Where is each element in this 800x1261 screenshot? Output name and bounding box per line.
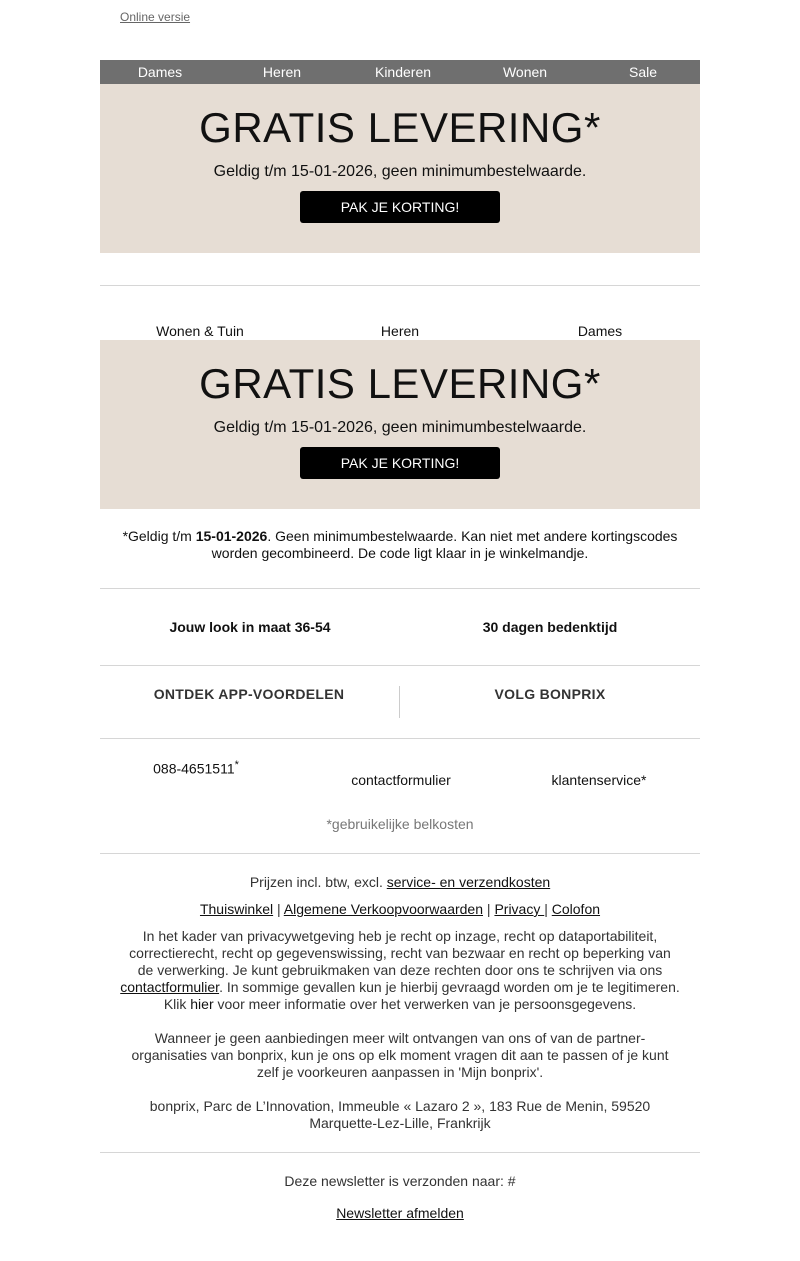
unsubscribe-row [120,1205,680,1222]
divider [100,665,700,666]
sent-to-note [120,1173,680,1190]
sent-to-address: # [507,1173,516,1189]
promo-cta-button[interactable]: PAK JE KORTING! [300,191,500,223]
usp-return-period: 30 dagen bedenktijd [482,619,618,635]
promo-banner-2[interactable] [100,340,700,509]
prices-note [120,874,680,891]
top-nav-kinderen[interactable]: Kinderen [374,64,432,80]
terms-link[interactable]: Algemene Verkoopvoorwaarden [283,901,484,917]
optout-text: Wanneer je geen aanbiedingen meer wilt ontvangen van ons of van de partner-organisaties van bonprix, kun je ons op elk moment vragen dit aan te passen of je kunt zelf je voorkeuren aanpassen in 'Mijn bonprix'. [131,1030,669,1080]
privacy-contact-form-link[interactable]: contactformulier [120,979,220,995]
top-nav [100,60,700,84]
privacy-text-2: . In sommige gevallen kun je hierbij gevraagd worden om je te legitimeren. Klik [163,979,680,1012]
unsubscribe-link[interactable]: Newsletter afmelden [336,1205,464,1221]
usp-sizes: Jouw look in maat 36-54 [169,619,331,635]
top-nav-dames[interactable]: Dames [137,64,183,80]
divider [100,285,700,286]
promo-subtitle-2: Geldig t/m 15-01-2026, geen minimumbestelwaarde. [213,419,587,436]
top-nav-sale[interactable]: Sale [628,64,658,80]
top-nav-wonen[interactable]: Wonen [502,64,548,80]
link-separator: | [486,901,491,917]
call-costs-note: *gebruikelijke belkosten [326,816,474,832]
privacy-text-3: voor meer informatie over het verwerken van je persoonsgegevens. [213,996,637,1012]
legal-links [120,901,680,918]
online-version-link[interactable]: Online versie [120,10,191,24]
app-benefits-link[interactable]: ONTDEK APP-VOORDELEN [153,686,345,702]
disclaimer-date: 15-01-2026 [195,528,268,544]
colofon-link[interactable]: Colofon [551,901,601,917]
divider [100,853,700,854]
thuiswinkel-link[interactable]: Thuiswinkel [199,901,274,917]
promo-cta-button-2[interactable]: PAK JE KORTING! [300,447,500,479]
vertical-divider [399,686,400,718]
privacy-link[interactable]: Privacy [494,901,545,917]
phone-number: 088-4651511 [153,760,235,777]
privacy-text [120,928,680,1013]
divider [100,738,700,739]
category-dames[interactable]: Dames [577,323,623,339]
shipping-costs-link[interactable]: service- en verzendkosten [386,874,551,890]
sent-to-text: Deze newsletter is verzonden naar: [284,1173,508,1189]
phone-cost-mark: * [234,759,239,771]
promo-subtitle: Geldig t/m 15-01-2026, geen minimumbestelwaarde. [213,163,587,180]
promo-disclaimer [100,528,700,562]
link-separator: | [544,901,548,917]
customer-service-link[interactable]: klantenservice* [551,772,647,788]
divider [100,588,700,589]
divider [100,1152,700,1153]
disclaimer-prefix: *Geldig t/m [122,528,196,544]
top-nav-heren[interactable]: Heren [262,64,302,80]
contact-form-link[interactable]: contactformulier [351,772,451,788]
disclaimer-text: . Geen minimumbestelwaarde. Kan niet met andere kortingscodes worden gecombineerd. De code ligt klaar in je winkelmandje. [211,528,678,561]
link-separator: | [277,901,281,917]
category-wonen-tuin[interactable]: Wonen & Tuin [156,323,244,339]
promo-banner[interactable] [100,84,700,253]
promo-title: GRATIS LEVERING* [199,104,601,151]
contact-phone[interactable] [153,759,239,777]
company-address: bonprix, Parc de L’Innovation, Immeuble « Lazaro 2 », 183 Rue de Menin, 59520 Marquette-Lez-Lille, Frankrijk [149,1098,651,1131]
prices-text: Prijzen incl. btw, excl. [249,874,387,890]
privacy-more-info-link[interactable]: hier [190,996,214,1012]
follow-bonprix-link[interactable]: VOLG BONPRIX [494,686,606,702]
privacy-text-1: In het kader van privacywetgeving heb je recht op inzage, recht op dataportabiliteit, correctierecht, recht op gegevenswissing, recht van bezwaar en recht op beperking van de verwerking. Je kunt gebruikmaken van deze rechten door ons te schrijven via ons [129,928,671,978]
category-heren[interactable]: Heren [380,323,420,339]
promo-title-2: GRATIS LEVERING* [199,360,601,407]
